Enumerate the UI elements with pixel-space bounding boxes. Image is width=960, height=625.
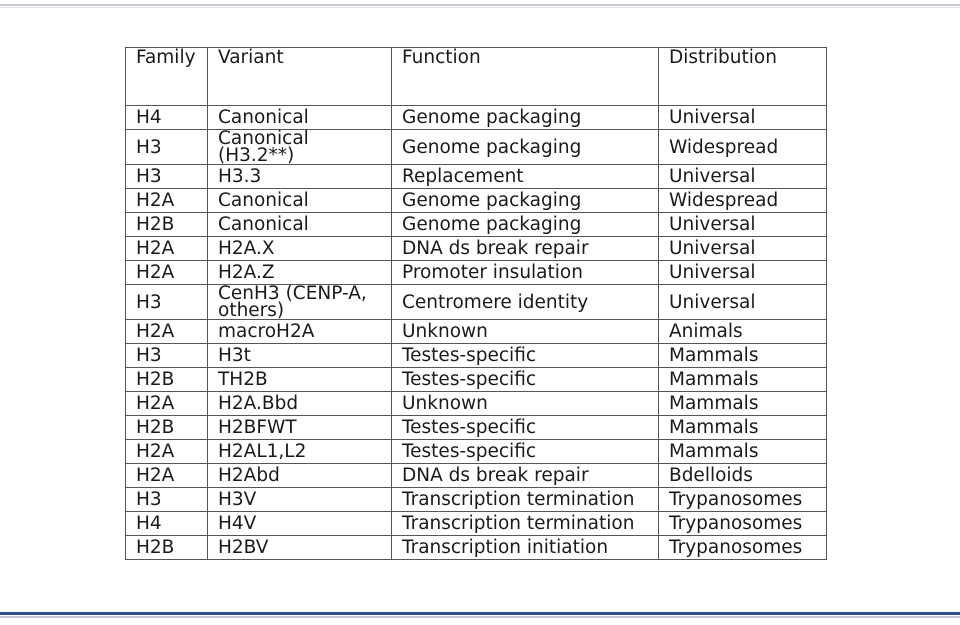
cell-variant: H3.3: [208, 165, 392, 189]
cell-distribution: Mammals: [659, 440, 827, 464]
cell-function: Centromere identity: [392, 285, 659, 320]
cell-distribution: Universal: [659, 106, 827, 130]
cell-family: H2A: [126, 189, 208, 213]
table-row: [126, 130, 827, 165]
cell-family: H4: [126, 106, 208, 130]
bottom-divider: [0, 612, 960, 615]
cell-distribution: Mammals: [659, 416, 827, 440]
cell-variant: H2BV: [208, 536, 392, 560]
cell-family: H2A: [126, 261, 208, 285]
cell-distribution: Mammals: [659, 344, 827, 368]
cell-function: Transcription termination: [392, 488, 659, 512]
cell-function: Unknown: [392, 392, 659, 416]
top-divider-inner: [0, 7, 960, 8]
cell-variant: H2Abd: [208, 464, 392, 488]
table-body: [126, 106, 827, 560]
cell-function: DNA ds break repair: [392, 237, 659, 261]
table-row: [126, 368, 827, 392]
cell-function: Testes-specific: [392, 368, 659, 392]
bottom-divider-shadow: [0, 616, 960, 618]
cell-family: H3: [126, 285, 208, 320]
cell-distribution: Widespread: [659, 189, 827, 213]
cell-variant: H3V: [208, 488, 392, 512]
cell-distribution: Widespread: [659, 130, 827, 165]
cell-function: Genome packaging: [392, 130, 659, 165]
cell-family: H2B: [126, 416, 208, 440]
table-row: [126, 536, 827, 560]
table-row: [126, 165, 827, 189]
cell-function: Testes-specific: [392, 440, 659, 464]
cell-family: H2A: [126, 464, 208, 488]
cell-family: H3: [126, 165, 208, 189]
table-row: [126, 106, 827, 130]
cell-distribution: Trypanosomes: [659, 536, 827, 560]
cell-variant: H2A.X: [208, 237, 392, 261]
cell-family: H2A: [126, 440, 208, 464]
cell-distribution: Universal: [659, 285, 827, 320]
table-row: [126, 440, 827, 464]
table-row: [126, 464, 827, 488]
cell-variant: Canonical (H3.2**): [208, 130, 392, 165]
cell-function: DNA ds break repair: [392, 464, 659, 488]
cell-family: H2A: [126, 320, 208, 344]
cell-function: Replacement: [392, 165, 659, 189]
cell-function: Testes-specific: [392, 416, 659, 440]
cell-distribution: Universal: [659, 165, 827, 189]
cell-function: Genome packaging: [392, 106, 659, 130]
table-row: [126, 189, 827, 213]
cell-function: Transcription termination: [392, 512, 659, 536]
header-function: Function: [392, 48, 659, 106]
cell-family: H2B: [126, 536, 208, 560]
cell-variant: H2AL1,L2: [208, 440, 392, 464]
cell-family: H4: [126, 512, 208, 536]
cell-function: Genome packaging: [392, 213, 659, 237]
cell-variant: Canonical: [208, 189, 392, 213]
cell-function: Unknown: [392, 320, 659, 344]
table-row: [126, 344, 827, 368]
table-row: [126, 392, 827, 416]
cell-function: Promoter insulation: [392, 261, 659, 285]
cell-variant: TH2B: [208, 368, 392, 392]
cell-variant: Canonical: [208, 213, 392, 237]
histone-variants-table: [125, 47, 827, 560]
cell-variant: CenH3 (CENP-A, others): [208, 285, 392, 320]
header-family: Family: [126, 48, 208, 106]
cell-family: H3: [126, 130, 208, 165]
header-variant: Variant: [208, 48, 392, 106]
cell-function: Transcription initiation: [392, 536, 659, 560]
cell-function: Genome packaging: [392, 189, 659, 213]
cell-distribution: Trypanosomes: [659, 488, 827, 512]
cell-variant: H4V: [208, 512, 392, 536]
table-row: [126, 488, 827, 512]
cell-variant: Canonical: [208, 106, 392, 130]
cell-distribution: Mammals: [659, 392, 827, 416]
header-distribution: Distribution: [659, 48, 827, 106]
cell-family: H2B: [126, 213, 208, 237]
cell-family: H2B: [126, 368, 208, 392]
cell-variant: macroH2A: [208, 320, 392, 344]
cell-variant: H2BFWT: [208, 416, 392, 440]
cell-distribution: Bdelloids: [659, 464, 827, 488]
top-divider: [0, 4, 960, 6]
cell-distribution: Trypanosomes: [659, 512, 827, 536]
table-row: [126, 320, 827, 344]
cell-distribution: Universal: [659, 213, 827, 237]
cell-distribution: Universal: [659, 261, 827, 285]
table-row: [126, 512, 827, 536]
cell-family: H3: [126, 344, 208, 368]
cell-variant: H3t: [208, 344, 392, 368]
table-row: [126, 285, 827, 320]
table-row: [126, 261, 827, 285]
cell-function: Testes-specific: [392, 344, 659, 368]
cell-distribution: Mammals: [659, 368, 827, 392]
cell-distribution: Universal: [659, 237, 827, 261]
cell-variant: H2A.Z: [208, 261, 392, 285]
cell-variant: H2A.Bbd: [208, 392, 392, 416]
table-row: [126, 213, 827, 237]
table-header-row: [126, 48, 827, 106]
table-row: [126, 416, 827, 440]
cell-family: H2A: [126, 237, 208, 261]
cell-family: H2A: [126, 392, 208, 416]
cell-family: H3: [126, 488, 208, 512]
table-row: [126, 237, 827, 261]
cell-distribution: Animals: [659, 320, 827, 344]
